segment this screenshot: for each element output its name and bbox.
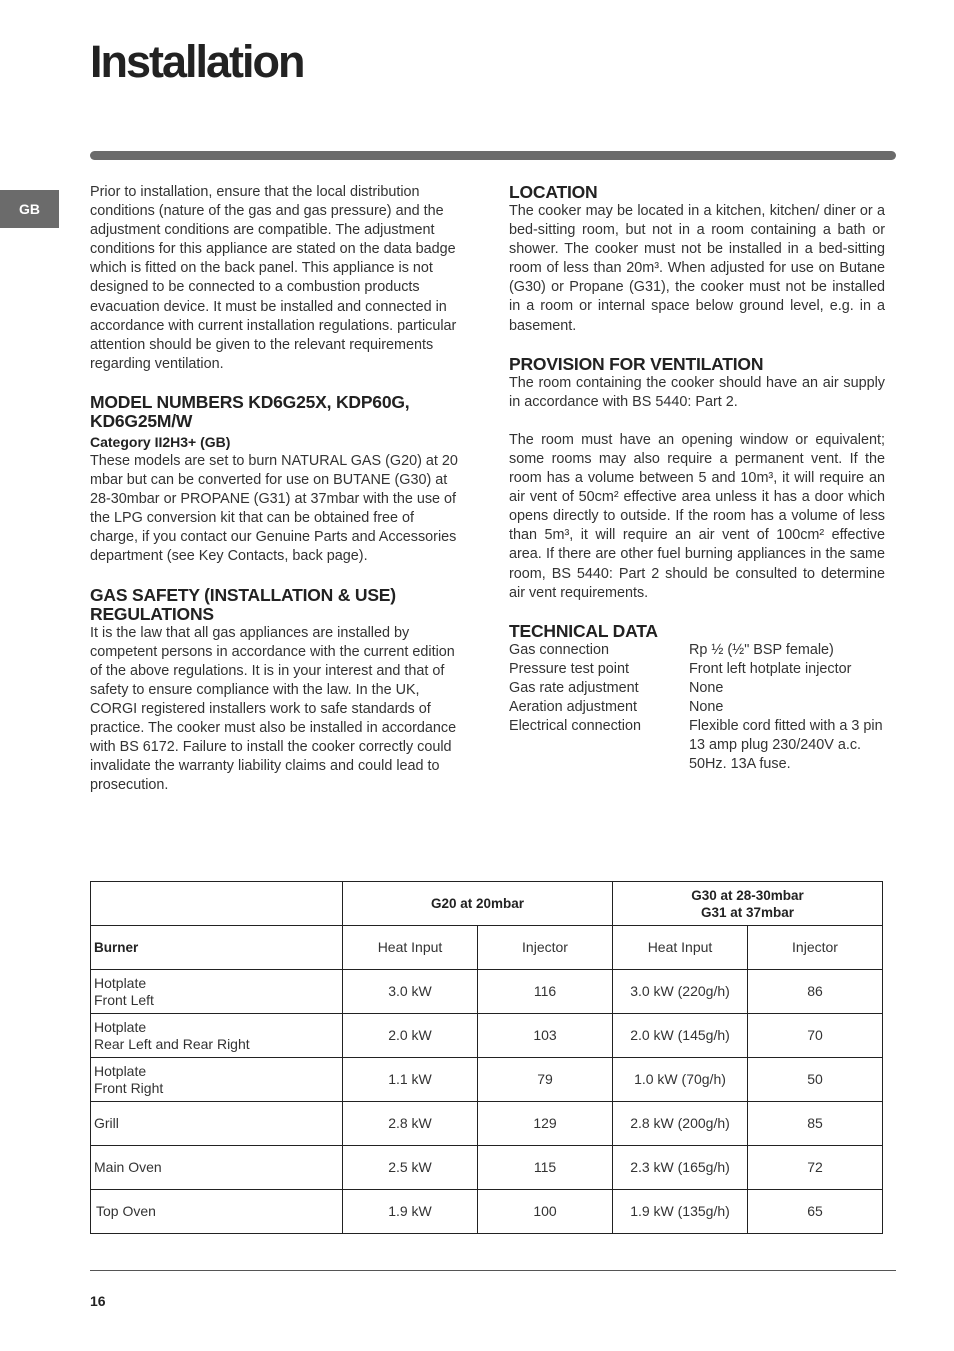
- footer-divider: [90, 1270, 896, 1271]
- tech-row: [509, 717, 885, 774]
- burner-name-line: Hotplate: [94, 1062, 147, 1079]
- g20-injector-cell: 129: [478, 1102, 613, 1146]
- tech-row: [509, 641, 885, 660]
- table-empty-cell: [91, 882, 343, 926]
- g20-heat-cell: 2.5 kW: [343, 1146, 478, 1190]
- tech-value: Flexible cord fitted with a 3 pin 13 amp plug 230/240V a.c. 50Hz. 13A fuse.: [689, 718, 883, 773]
- g20-group-header: G20 at 20mbar: [343, 882, 613, 926]
- page-title: Installation: [90, 36, 304, 87]
- table-group-header-row: [91, 882, 883, 926]
- g20-heat-cell: 1.9 kW: [343, 1190, 478, 1234]
- g30-injector-cell: 70: [748, 1014, 883, 1058]
- right-column: [509, 183, 885, 793]
- g30-injector-header: Injector: [748, 926, 883, 970]
- g30-heat-input-header: Heat Input: [613, 926, 748, 970]
- page-number: 16: [90, 1293, 106, 1309]
- table-row: [91, 1058, 883, 1102]
- category-subheading: Category II2H3+ (GB): [90, 433, 231, 450]
- g20-injector-cell: 103: [478, 1014, 613, 1058]
- g20-heat-cell: 2.0 kW: [343, 1014, 478, 1058]
- tech-label: Aeration adjustment: [509, 698, 637, 715]
- technical-data-heading: TECHNICAL DATA: [509, 620, 658, 641]
- burner-data-table: [90, 881, 883, 1234]
- tech-value: None: [689, 679, 724, 696]
- g20-injector-header: Injector: [478, 926, 613, 970]
- intro-section: [90, 183, 465, 374]
- tech-label: Gas connection: [509, 641, 609, 658]
- burner-name-cell: Main Oven: [91, 1146, 343, 1190]
- tech-value: Rp ½ (½" BSP female): [689, 641, 834, 658]
- model-numbers-text: These models are set to burn NATURAL GAS (G20) at 20 mbar but can be converted for use on BUTANE (G30) at 28-30mbar or PROPANE (G31) at 37mbar with the use of the LPG conversion kit that can be obtained free of charge, if you contact our Genuine Parts and Accessories department (see Key Contacts, back page).: [90, 452, 458, 565]
- language-tab: GB: [0, 190, 59, 228]
- ventilation-text-1: The room containing the cooker should have an air supply in accordance with BS 5440: Part 2.: [509, 374, 885, 410]
- table-row: [91, 1014, 883, 1058]
- g30-heat-cell: 3.0 kW (220g/h): [613, 970, 748, 1014]
- g20-heat-input-header: Heat Input: [343, 926, 478, 970]
- g20-heat-cell: 3.0 kW: [343, 970, 478, 1014]
- header-divider: [90, 151, 896, 160]
- burner-name-line: Front Right: [94, 1079, 164, 1096]
- g30-heat-cell: 2.8 kW (200g/h): [613, 1102, 748, 1146]
- tech-value: None: [689, 698, 724, 715]
- g30-group-header: [613, 882, 883, 926]
- g20-injector-cell: 116: [478, 970, 613, 1014]
- technical-data-section: [509, 622, 885, 775]
- g30-heat-cell: 1.0 kW (70g/h): [613, 1058, 748, 1102]
- g20-heat-cell: 2.8 kW: [343, 1102, 478, 1146]
- g31-header-line: G31 at 37mbar: [700, 904, 795, 920]
- tech-label: Electrical connection: [509, 718, 641, 735]
- location-section: [509, 183, 885, 336]
- g30-heat-cell: 2.0 kW (145g/h): [613, 1014, 748, 1058]
- g20-injector-cell: 115: [478, 1146, 613, 1190]
- g30-injector-cell: 85: [748, 1102, 883, 1146]
- gas-safety-text: It is the law that all gas appliances are installed by competent persons in accordance with the current edition of the above regulations. It is in your interest and that of safety to ensure compliance with the law. In the UK, CORGI registered installers work to safe standards of practice. The cooker must also be installed in accordance with BS 6172. Failure to install the cooker correctly could invalidate the warranty liability claims and could lead to prosecution.: [90, 624, 457, 794]
- ventilation-text-2: The room must have an opening window or equivalent; some rooms may also require a permanent vent. If the room has a volume between 5 and 10m³, it will require an air vent of 50cm² effective area unless it has a door which opens directly to outside. If the room has a volume of less than 5m³, it will require an air vent of 100cm² effective area. If there are other fuel burning appliances in the same room, BS 5440: Part 2 should be consulted to determine air vent requirements.: [509, 431, 885, 601]
- gas-safety-section: [90, 586, 465, 796]
- location-text: The cooker may be located in a kitchen, kitchen/ diner or a bed-sitting room, but not in a room containing a bath or shower. The cooker must not be installed in a bed-sitting room of less than 20m³. When adjusted for use on Butane (G30) or Propane (G31), the cooker must not be installed in a room or internal space below ground level, e.g. in a basement.: [509, 203, 885, 334]
- g30-header-line: G30 at 28-30mbar: [691, 887, 804, 903]
- table-row: [91, 1146, 883, 1190]
- intro-text: Prior to installation, ensure that the local distribution conditions (nature of the gas and gas pressure) and the adjustment conditions are compatible. The adjustment conditions for this appliance are stated on the data badge which is fitted on the back panel. This appliance is not designed to be connected to a combustion products evacuation device. It must be installed and connected in accordance with current installation regulations. particular attention should be given to the relevant requirements regarding ventilation.: [90, 184, 457, 372]
- g30-heat-cell: 2.3 kW (165g/h): [613, 1146, 748, 1190]
- burner-column-header: Burner: [91, 926, 343, 970]
- location-heading: LOCATION: [509, 182, 598, 202]
- table-row: [91, 970, 883, 1014]
- tech-row: [509, 679, 885, 698]
- g20-heat-cell: 1.1 kW: [343, 1058, 478, 1102]
- burner-name-cell: Top Oven: [91, 1190, 343, 1234]
- left-column: [90, 183, 465, 814]
- g30-injector-cell: 50: [748, 1058, 883, 1102]
- burner-name-line: Front Left: [94, 991, 154, 1008]
- tech-row: [509, 660, 885, 679]
- g30-injector-cell: 65: [748, 1190, 883, 1234]
- g30-heat-cell: 1.9 kW (135g/h): [613, 1190, 748, 1234]
- gas-safety-heading: GAS SAFETY (INSTALLATION & USE) REGULATIONS: [90, 584, 396, 624]
- burner-name-line: Rear Left and Rear Right: [94, 1035, 250, 1052]
- table-column-header-row: [91, 926, 883, 970]
- burner-name-cell: [91, 1014, 343, 1058]
- model-numbers-heading: MODEL NUMBERS KD6G25X, KDP60G, KD6G25M/W: [90, 391, 410, 431]
- ventilation-section: [509, 355, 885, 603]
- ventilation-heading: PROVISION FOR VENTILATION: [509, 353, 764, 374]
- tech-label: Pressure test point: [509, 660, 629, 677]
- model-numbers-section: [90, 393, 465, 567]
- burner-name-line: Hotplate: [94, 974, 147, 991]
- tech-row: [509, 698, 885, 717]
- burner-name-line: Hotplate: [94, 1018, 147, 1035]
- table-row: [91, 1102, 883, 1146]
- burner-name-cell: [91, 970, 343, 1014]
- burner-name-cell: Grill: [91, 1102, 343, 1146]
- tech-value: Front left hotplate injector: [689, 660, 852, 677]
- g20-injector-cell: 79: [478, 1058, 613, 1102]
- g30-injector-cell: 72: [748, 1146, 883, 1190]
- tech-label: Gas rate adjustment: [509, 679, 639, 696]
- g20-injector-cell: 100: [478, 1190, 613, 1234]
- burner-name-cell: [91, 1058, 343, 1102]
- table-row: [91, 1190, 883, 1234]
- g30-injector-cell: 86: [748, 970, 883, 1014]
